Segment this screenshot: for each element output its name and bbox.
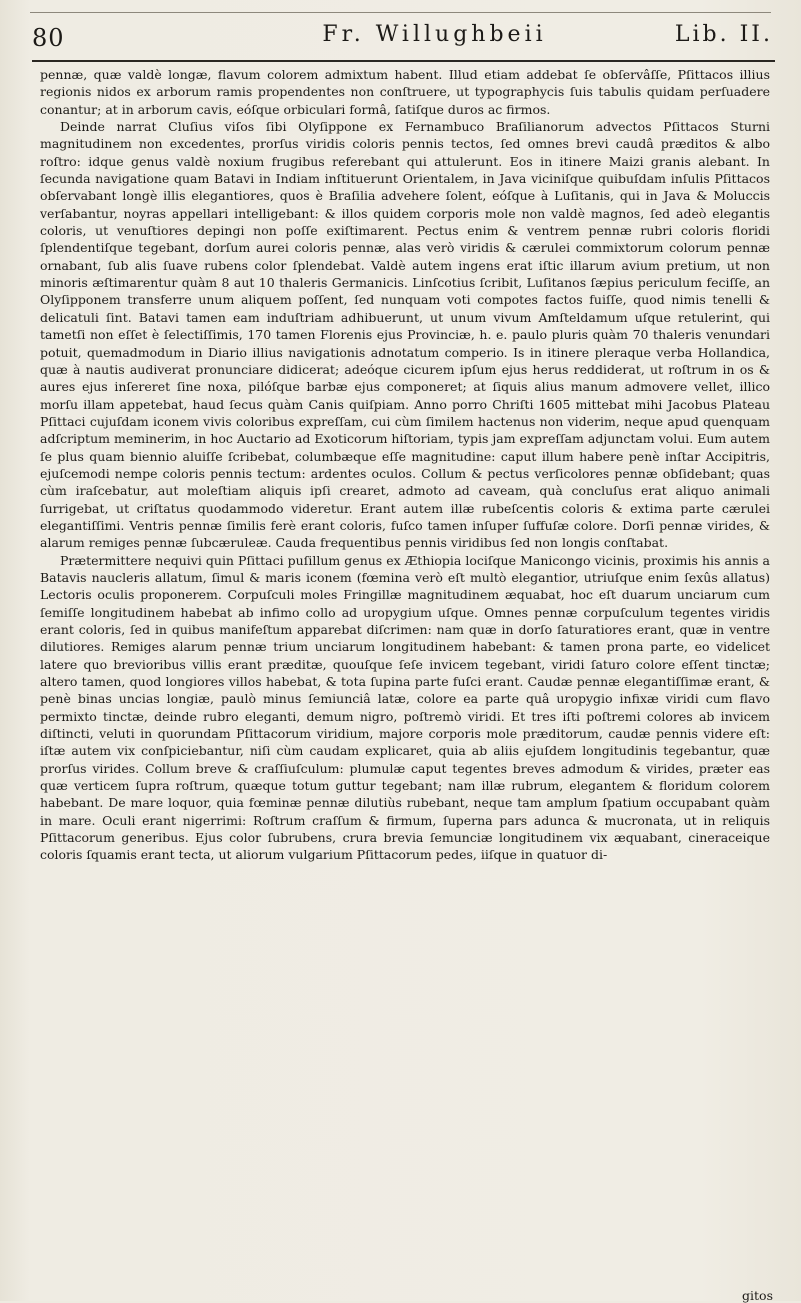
page-header (32, 22, 777, 58)
paragraph: Deinde narrat Cluſius viſos ſibi Olyſippone ex Fernambuco Braſilianorum advectos Pſittacos Sturni magnitudinem non excedentes, prorſus viridis coloris pennis tectos, ſed omnes brevi caudâ præditos & albo roſtro: idque genus valdè noxium frugibus referebant qui attulerunt. Eos in itinere Maizi granis alebant. In ſecunda navigatione quam Batavi in Indiam inſtituerunt Orientalem, in Java viciniſque quibuſdam inſulis Pſittacos obſervabant longè illis elegantiores, quos è Braſilia advehere ſolent, eóſque à Luſitanis, qui in Java & Moluccis verſabantur, noyras appellari intelligebant: & illos quidem corporis mole non valdè magnos, ſed adeò elegantis coloris, ut venuſtiores depingi non poſſe exiſtimarent. Pectus enim & ventrem pennæ rubri coloris floridi ſplendentiſque tegebant, dorſum aurei coloris pennæ, alas verò viridis & cærulei commixtorum colorum pennæ ornabant, ſub alis ſuave rubens color ſplendebat. Valdè autem ingens erat iſtic illarum avium pretium, ut non minoris æſtimarentur quàm 8 aut 10 thaleris Germanicis. Linſcotius ſcribit, Luſitanos ſæpius periculum feciſſe, an Olyſipponem transferre unum aliquem poſſent, ſed nunquam voti compotes factos fuiſſe, quod nimis tenelli & delicatuli ſint. Batavi tamen eam induſtriam adhibuerunt, ut unum vivum Amſteldamum uſque retulerint, qui tametſi non eſſet è ſelectiſſimis, 170 tamen Florenis ejus Provinciæ, h. e. paulo pluris quàm 70 thaleris venundari potuit, quemadmodum in Diario illius navigationis adnotatum comperio. Is in itinere pleraque verba Hollandica, quæ à nautis audiverat pronunciare didicerat; adeóque cicurem ipſum ejus herus reddiderat, ut roſtrum in os & aures ejus inſereret ſine noxa, pilóſque barbæ ejus componeret; at ſiquis alius manum admovere vellet, illico morſu illam appetebat, haud ſecus quàm Canis quiſpiam. Anno porro Chriſti 1605 mittebat mihi Jacobus Plateau Pſittaci cujuſdam iconem vivis coloribus expreſſam, cui cùm ſimilem hactenus non viderim, neque apud quenquam adſcriptum meminerim, in hoc Auctario ad Exoticorum hiſtoriam, typis jam expreſſam adjunctam volui. Eum autem ſe plus quam biennio aluiſſe ſcribebat, columbæque eſſe magnitudine: caput illum habere penè inſtar Accipitris, ejuſcemodi nempe coloris pennis tectum: ardentes oculos. Collum & pectus verſicolores pennæ obſidebant; quas cùm iraſcebatur, aut moleſtiam aliquis ipſi crearet, admoto ad caveam, quà concluſus erat aliquo animali ſurrigebat, ut criſtatus quodammodo videretur. Erant autem illæ rubeſcentis coloris & extima parte cærulei elegantiſſimi. Ventris pennæ ſimilis ferè erant coloris, fuſco tamen inſuper ſuffuſæ colore. Dorſi pennæ virides, & alarum remiges pennæ ſubcæruleæ. Cauda frequentibus pennis viridibus ſed non longis conſtabat. (40, 119, 770, 551)
page-edge-rule (30, 12, 771, 13)
catchword: gitos (742, 1288, 773, 1303)
book-label: Lib. II. (674, 22, 773, 47)
paragraph: pennæ, quæ valdè longæ, flavum colorem admixtum habent. Illud etiam addebat ſe obſervâſſe, Pſittacos illius regionis nidos ex arborum ramis propendentes non conſtruere, ut typographycis ſuis tabulis quidam perſuadere conantur; at in arborum cavis, eóſque orbiculari formâ, ſatiſque duros ac firmos. (40, 67, 770, 117)
paragraph: Prætermittere nequivi quin Pſittaci puſillum genus ex Æthiopia lociſque Manicongo vicinis, proximis his annis a Batavis naucleris allatum, ſimul & maris iconem (fœmina verò eſt multò elegantior, utriuſque enim ſexûs allatus) Lectoris oculis proponerem. Corpuſculi moles Fringillæ magnitudinem æquabat, hoc eſt duarum unciarum cum ſemiſſe longitudinem habebat ab infimo collo ad uropygium uſque. Omnes pennæ corpuſculum tegentes viridis erant coloris, ſed in quibus manifeſtum apparebat diſcrimen: nam quæ in dorſo ſaturatiores erant, quæ in ventre dilutiores. Remiges alarum pennæ trium unciarum longitudinem habebant: & tamen prona parte, eo videlicet latere quo brevioribus villis erant præditæ, quouſque ſeſe invicem tegebant, viridi ſaturo colore eſſent tinctæ; altero tamen, quod longiores villos habebat, & tota ſupina parte fuſci erant. Caudæ pennæ elegantiſſimæ erant, & penè binas uncias longiæ, paulò minus ſemiunciâ latæ, colore ea parte quâ uropygio infixæ viridi cum flavo permixto tinctæ, deinde rubro eleganti, demum nigro, poſtremò viridi. Et tres iſti poſtremi colores ab invicem diſtincti, veluti in quorundam Pſittacorum viridium, majore corporis mole præditorum, caudæ pennis videre eſt: iſtæ autem vix conſpiciebantur, niſi cùm caudam explicaret, quia ab aliis ejuſdem longitudinis tegebantur, quæ prorſus virides. Collum breve & craſſiuſculum: plumulæ caput tegentes breves admodum & virides, præter eas quæ verticem ſupra roſtrum, quæque totum guttur tegebant; nam illæ rubrum, elegantem & floridum colorem habebant. De mare loquor, quia fœminæ pennæ dilutiùs rubebant, neque tam amplum ſpatium occupabant quàm in mare. Oculi erant nigerrimi: Roſtrum craſſum & firmum, ſuperna pars adunca & mucronata, ut in reliquis Pſittacorum generibus. Ejus color ſubrubens, crura brevia ſemunciæ longitudinem vix æquabant, cineraceique coloris ſquamis erant tecta, ut aliorum vulgarium Pſittacorum pedes, iiſque in quatuor di- (40, 552, 770, 863)
body-text (40, 66, 770, 864)
header-rule (32, 60, 775, 62)
running-head: Fr. Willughbeii (322, 22, 547, 47)
page-number: 80 (32, 24, 65, 52)
